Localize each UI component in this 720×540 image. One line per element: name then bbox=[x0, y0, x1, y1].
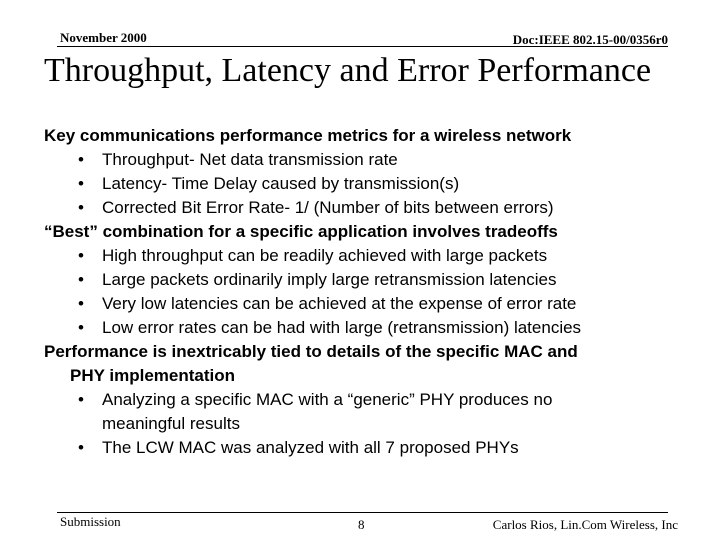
sub-point-throughput: Throughput- Net data transmission rate bbox=[102, 150, 398, 169]
list-item bbox=[78, 268, 556, 292]
list-item bbox=[78, 244, 547, 268]
list-item bbox=[78, 196, 554, 220]
list-item bbox=[78, 148, 398, 172]
bullet-icon: • bbox=[78, 270, 84, 289]
main-point-metrics: Key communications performance metrics for a wireless network bbox=[44, 126, 572, 145]
header-date: November 2000 bbox=[60, 30, 147, 45]
bullet-icon: • bbox=[78, 438, 84, 457]
sub-point-latency: Latency- Time Delay caused by transmission(s) bbox=[102, 174, 460, 193]
footer-author: Carlos Rios, Lin.Com Wireless, Inc bbox=[492, 517, 678, 532]
sub-point-low-error-rates: Low error rates can be had with large (retransmission) latencies bbox=[102, 318, 582, 337]
list-item bbox=[78, 388, 552, 412]
slide-title: Throughput, Latency and Error Performance bbox=[44, 52, 652, 89]
list-item bbox=[78, 316, 581, 340]
sub-point-large-packets: Large packets ordinarily imply large retransmission latencies bbox=[102, 270, 557, 289]
main-point-performance: Performance is inextricably tied to details of the specific MAC and bbox=[44, 342, 578, 361]
list-item bbox=[78, 172, 459, 196]
bullet-icon: • bbox=[78, 174, 84, 193]
sub-point-high-throughput: High throughput can be readily achieved with large packets bbox=[102, 246, 548, 265]
sub-point-ber: Corrected Bit Error Rate- 1/ (Number of bits between errors) bbox=[102, 198, 554, 217]
bullet-icon: • bbox=[78, 246, 84, 265]
footer-page-number: 8 bbox=[358, 517, 365, 532]
bullet-icon: • bbox=[78, 294, 84, 313]
header-rule bbox=[57, 46, 668, 47]
bullet-icon: • bbox=[78, 390, 84, 409]
sub-point-lcw-mac: The LCW MAC was analyzed with all 7 proposed PHYs bbox=[102, 438, 519, 457]
list-item bbox=[78, 292, 576, 316]
main-point-performance-cont: PHY implementation bbox=[70, 366, 235, 385]
sub-point-generic-phy-cont: meaningful results bbox=[102, 414, 240, 433]
header-doc-id: Doc:IEEE 802.15-00/0356r0 bbox=[512, 32, 668, 47]
bullet-icon: • bbox=[78, 198, 84, 217]
sub-point-generic-phy: Analyzing a specific MAC with a “generic” PHY produces no bbox=[102, 390, 553, 409]
bullet-icon: • bbox=[78, 318, 84, 337]
list-item bbox=[78, 436, 519, 460]
sub-point-low-latencies: Very low latencies can be achieved at the expense of error rate bbox=[102, 294, 577, 313]
bullet-icon: • bbox=[78, 150, 84, 169]
footer-submission: Submission bbox=[60, 514, 121, 529]
main-point-tradeoffs: “Best” combination for a specific application involves tradeoffs bbox=[44, 222, 558, 241]
footer-rule bbox=[57, 512, 668, 513]
